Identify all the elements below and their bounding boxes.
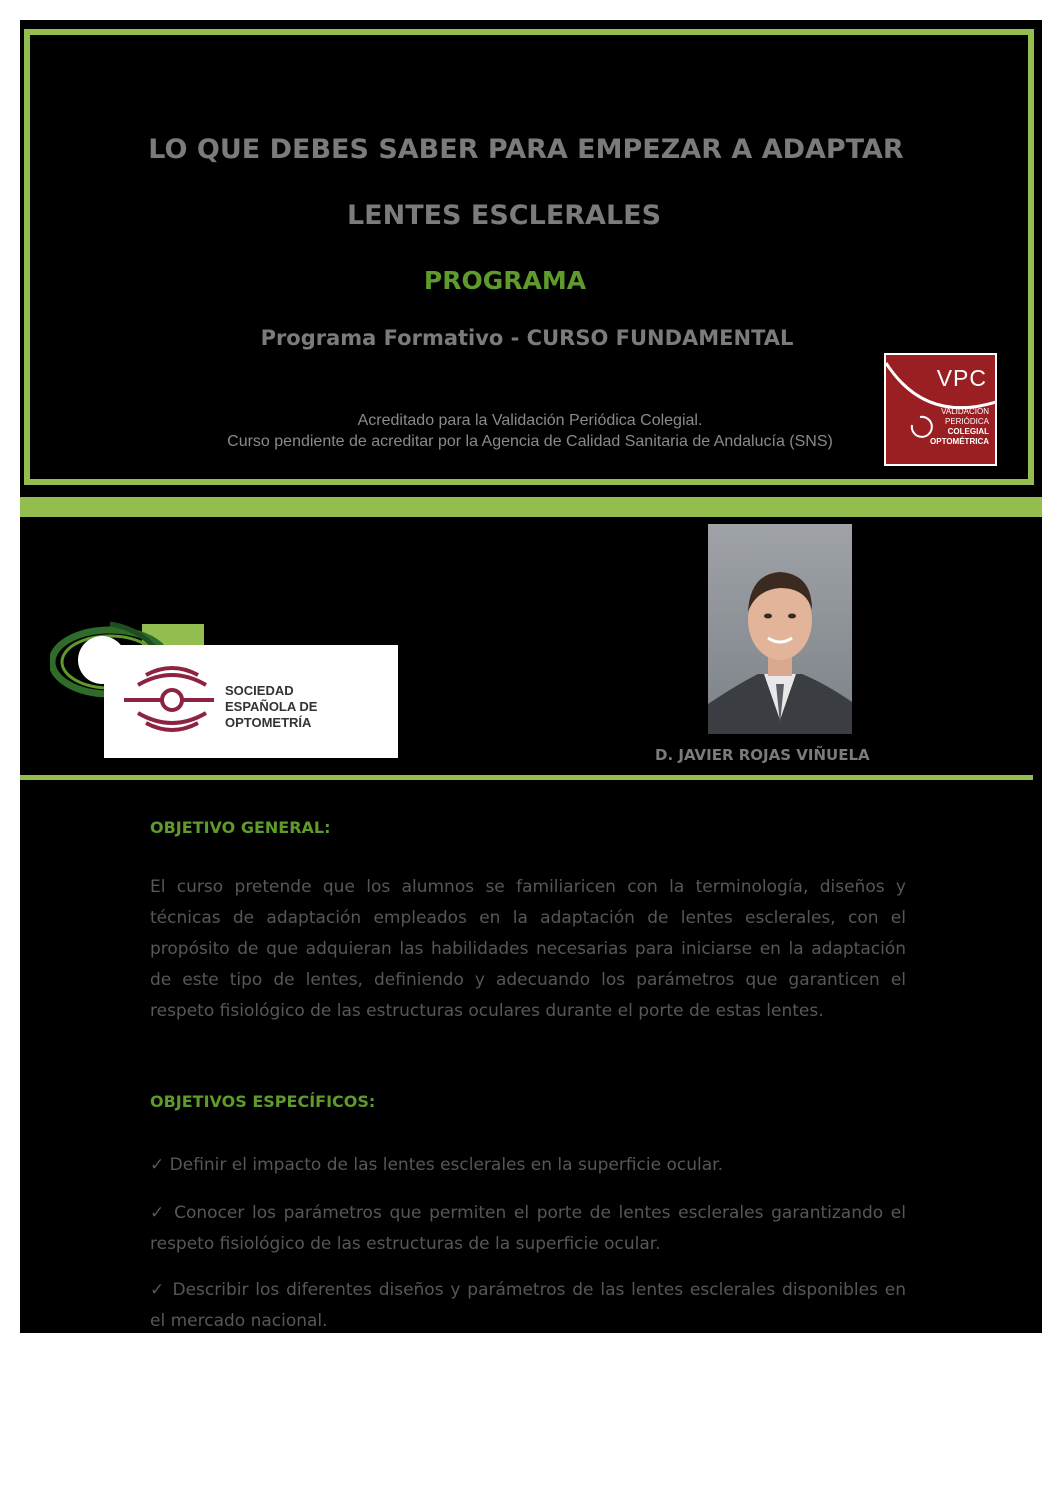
objetivo-general-text: El curso pretende que los alumnos se familiaricen con la terminología, diseños y técnicas de adaptación empleados en la adaptación de lentes esclerales, con el propósito de que adquieran las habilidades necesarias para iniciarse en la adaptación de este tipo de lentes, definiendo y adecuando los parámetros que garanticen el respeto fisiológico de las estructuras oculares durante el porte de estas lentes. xyxy=(150,877,906,1021)
program-subtitle: Programa Formativo - CURSO FUNDAMENTAL xyxy=(260,326,794,350)
accreditation-line1: Acreditado para la Validación Periódica Colegial. xyxy=(357,412,703,429)
vpc-line2: PERIÓDICA xyxy=(944,417,989,426)
vpc-caption xyxy=(930,407,989,447)
objetivos-especificos-heading: OBJETIVOS ESPECÍFICOS: xyxy=(150,1092,376,1111)
page-title-line2: LENTES ESCLERALES xyxy=(346,200,662,231)
society-line3: OPTOMETRÍA xyxy=(225,715,312,730)
vpc-label: VPC xyxy=(936,365,987,391)
society-line2: ESPAÑOLA DE xyxy=(225,699,318,714)
vpc-badge xyxy=(884,353,997,466)
list-item: ✓ Definir el impacto de las lentes esclerales en la superficie ocular. xyxy=(150,1155,723,1175)
speaker-photo xyxy=(708,524,852,734)
society-name xyxy=(225,683,317,731)
vpc-line4: OPTOMÉTRICA xyxy=(930,437,989,446)
society-line1: SOCIEDAD xyxy=(225,683,294,698)
list-item: ✓ Conocer los parámetros que permiten el porte de lentes esclerales garantizando el respeto fisiológico de las estructuras de la superficie ocular. xyxy=(150,1203,906,1254)
society-logo xyxy=(104,645,398,758)
list-item: ✓ Describir los diferentes diseños y parámetros de las lentes esclerales disponibles en el mercado nacional. xyxy=(150,1280,906,1331)
page-title-line1: LO QUE DEBES SABER PARA EMPEZAR A ADAPTAR xyxy=(148,134,904,165)
program-label: PROGRAMA xyxy=(423,266,587,295)
speaker-name: D. JAVIER ROJAS VIÑUELA xyxy=(655,746,870,764)
vpc-line3: COLEGIAL xyxy=(947,427,989,436)
objetivo-general-heading: OBJETIVO GENERAL: xyxy=(150,818,331,837)
accreditation-line2: Curso pendiente de acreditar por la Agencia de Calidad Sanitaria de Andalucía (SNS) xyxy=(227,433,833,450)
society-emblem-icon xyxy=(104,645,214,758)
section-divider-bar xyxy=(20,497,1042,517)
accreditation-note xyxy=(190,410,870,452)
speaker-portrait-icon xyxy=(708,524,852,734)
vpc-line1: VALIDACIÓN xyxy=(941,407,989,416)
section-rule xyxy=(20,775,1033,780)
